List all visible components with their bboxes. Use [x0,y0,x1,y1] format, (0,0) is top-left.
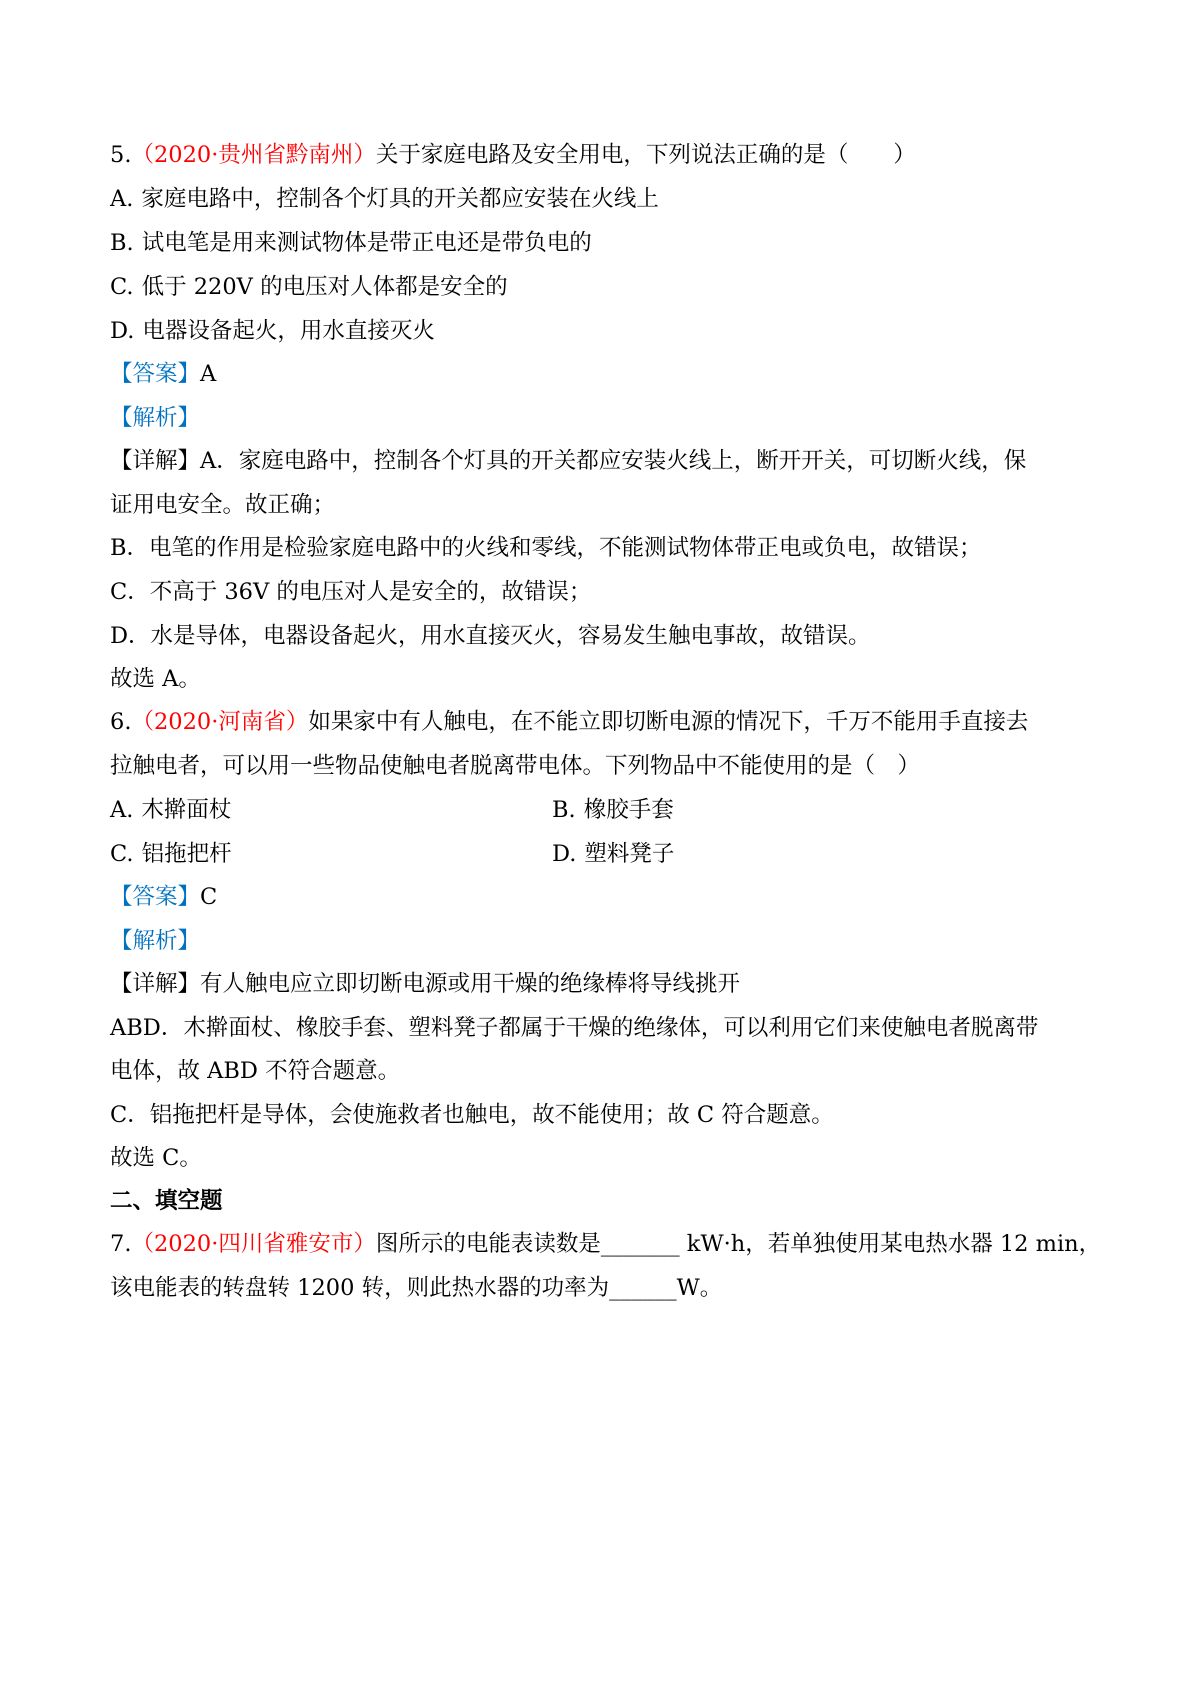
q5-option-a [110,184,659,214]
q6-stem-line-1 [110,707,1028,737]
q5-answer [110,359,216,389]
q5-stem-text: 关于家庭电路及安全用电，下列说法正确的是（ ） [375,142,916,168]
option-text: 电器设备起火，用水直接灭火 [142,318,435,344]
q6-stem-text: 如果家中有人触电，在不能立即切断电源的情况下，千万不能用手直接去 [308,709,1029,735]
q6-source: （2020·河南省） [131,709,309,735]
option-text: 低于 220V 的电压对人体都是安全的 [141,274,508,300]
q7-line-2 [110,1273,722,1303]
option-label: A. [110,186,134,212]
q7-text-a: 图所示的电能表读数是 [375,1231,601,1257]
answer-label: 【答案】 [110,884,201,910]
q7-text-d: W。 [676,1275,723,1301]
option-label: C. [110,841,134,867]
q5-option-c [110,272,508,302]
q7-line-1 [110,1229,1101,1259]
q7-number: 7. [110,1231,132,1257]
option-label: A. [110,797,134,823]
detail-label: 【详解】 [110,971,201,997]
option-text: 试电笔是用来测试物体是带正电还是带负电的 [141,230,592,256]
detail-label: 【详解】 [110,448,201,474]
fill-blank-2: ______ [609,1275,677,1301]
answer-label: 【答案】 [110,361,201,387]
q6-answer [110,882,217,912]
q5-number: 5. [110,142,132,168]
q7-text-c: 该电能表的转盘转 1200 转，则此热水器的功率为 [110,1275,610,1301]
q6-detail-line-5: 故选 C。 [110,1145,202,1171]
option-label: B. [552,797,576,823]
q6-stem-line-2: 拉触电者，可以用一些物品使触电者脱离带电体。下列物品中不能使用的是（ ） [110,753,921,779]
q5-detail-line-2: 证用电安全。故正确； [110,492,336,518]
option-text: 塑料凳子 [584,841,675,867]
q6-detail-line-1 [110,969,740,999]
q5-option-d [110,316,435,346]
detail-text: A．家庭电路中，控制各个灯具的开关都应安装火线上，断开开关，可切断火线，保 [200,448,1027,474]
q5-detail-line-3: B．电笔的作用是检验家庭电路中的火线和零线，不能测试物体带正电或负电，故错误； [110,535,982,561]
q6-detail-line-4: C．铝拖把杆是导体，会使施救者也触电，故不能使用；故 C 符合题意。 [110,1102,834,1128]
option-text: 木擀面杖 [141,797,232,823]
q5-detail-line-4: C．不高于 36V 的电压对人是安全的，故错误； [110,579,592,605]
detail-text: 有人触电应立即切断电源或用干燥的绝缘棒将导线挑开 [200,971,741,997]
option-text: 家庭电路中，控制各个灯具的开关都应安装在火线上 [141,186,659,212]
q5-source: （2020·贵州省黔南州） [131,142,376,168]
answer-value: A [200,361,217,387]
q6-detail-line-2: ABD．木擀面杖、橡胶手套、塑料凳子都属于干燥的绝缘体，可以利用它们来使触电者脱离带 [110,1015,1039,1041]
section-title: 二、填空题 [110,1188,223,1214]
option-text: 铝拖把杆 [141,841,232,867]
option-label: C. [110,274,134,300]
option-label: D. [552,841,577,867]
q6-option-b [552,795,674,825]
q5-detail-line-5: D．水是导体，电器设备起火，用水直接灭火，容易发生触电事故，故错误。 [110,623,871,649]
q5-stem [110,140,916,170]
option-text: 橡胶手套 [583,797,674,823]
q6-detail-line-3: 电体，故 ABD 不符合题意。 [110,1058,401,1084]
q5-detail-line-1 [110,446,1026,476]
option-label: D. [110,318,135,344]
q7-source: （2020·四川省雅安市） [131,1231,376,1257]
q7-text-b: kW·h，若单独使用某电热水器 12 min， [679,1231,1102,1257]
q6-option-d [552,839,674,869]
q5-option-b [110,228,592,258]
answer-value: C [200,884,218,910]
q6-option-a [110,795,231,825]
option-label: B. [110,230,134,256]
q5-analysis-label: 【解析】 [110,405,201,431]
fill-blank-1: _______ [600,1231,680,1257]
q5-detail-line-6: 故选 A。 [110,666,201,692]
q6-analysis-label: 【解析】 [110,928,201,954]
q6-option-c [110,839,232,869]
q6-number: 6. [110,709,132,735]
